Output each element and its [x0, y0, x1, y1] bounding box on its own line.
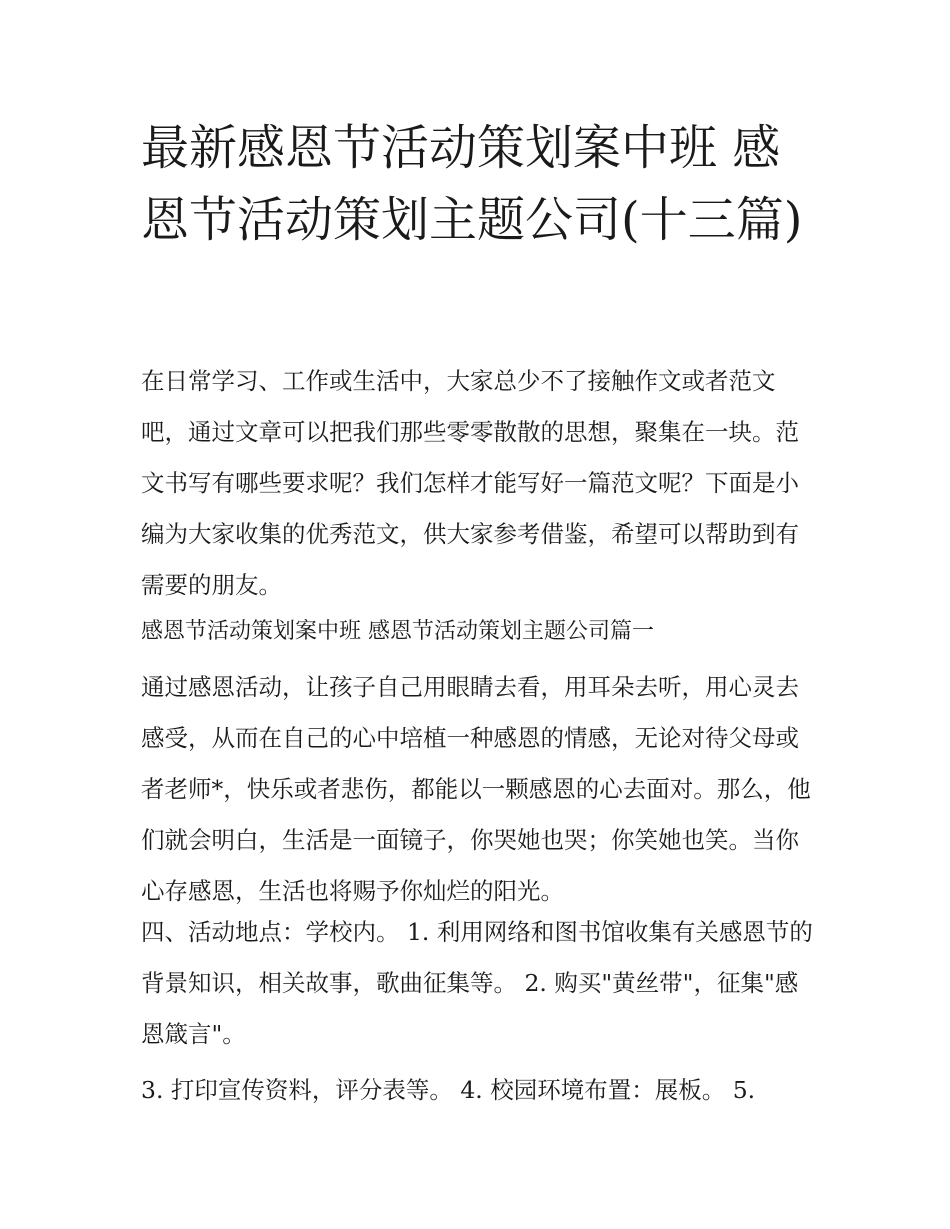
intro-paragraph: 在日常学习、工作或生活中，大家总少不了接触作文或者范文吧，通过文章可以把我们那些零零散散的思想，聚集在一块。范文书写有哪些要求呢？我们怎样才能写好一篇范文呢？下面是小编为大家收集的优秀范文，供大家参考借鉴，希望可以帮助到有需要的朋友。 [141, 367, 799, 599]
body-paragraph-2: 四、活动地点：学校内。 1. 利用网络和图书馆收集有关感恩节的背景知识，相关故事，歌曲征集等。 2. 购买"黄丝带"，征集"感恩箴言"。 [141, 918, 813, 1048]
body-paragraph-1: 通过感恩活动，让孩子自己用眼睛去看，用耳朵去听，用心灵去感受，从而在自己的心中培植一种感恩的情感，无论对待父母或者老师*，快乐或者悲伤，都能以一颗感恩的心去面对。那么，他们就会明白，生活是一面镜子，你哭她也哭；你笑她也笑。当你心存感恩，生活也将赐予你灿烂的阳光。 [141, 673, 811, 905]
section-heading: 感恩节活动策划案中班 感恩节活动策划主题公司篇一 [141, 619, 654, 644]
body-paragraph-3: 3. 打印宣传资料，评分表等。 4. 校园环境布置：展板。 5. [141, 1076, 756, 1104]
document-title: 最新感恩节活动策划案中班 感恩节活动策划主题公司(十三篇) [141, 120, 803, 248]
